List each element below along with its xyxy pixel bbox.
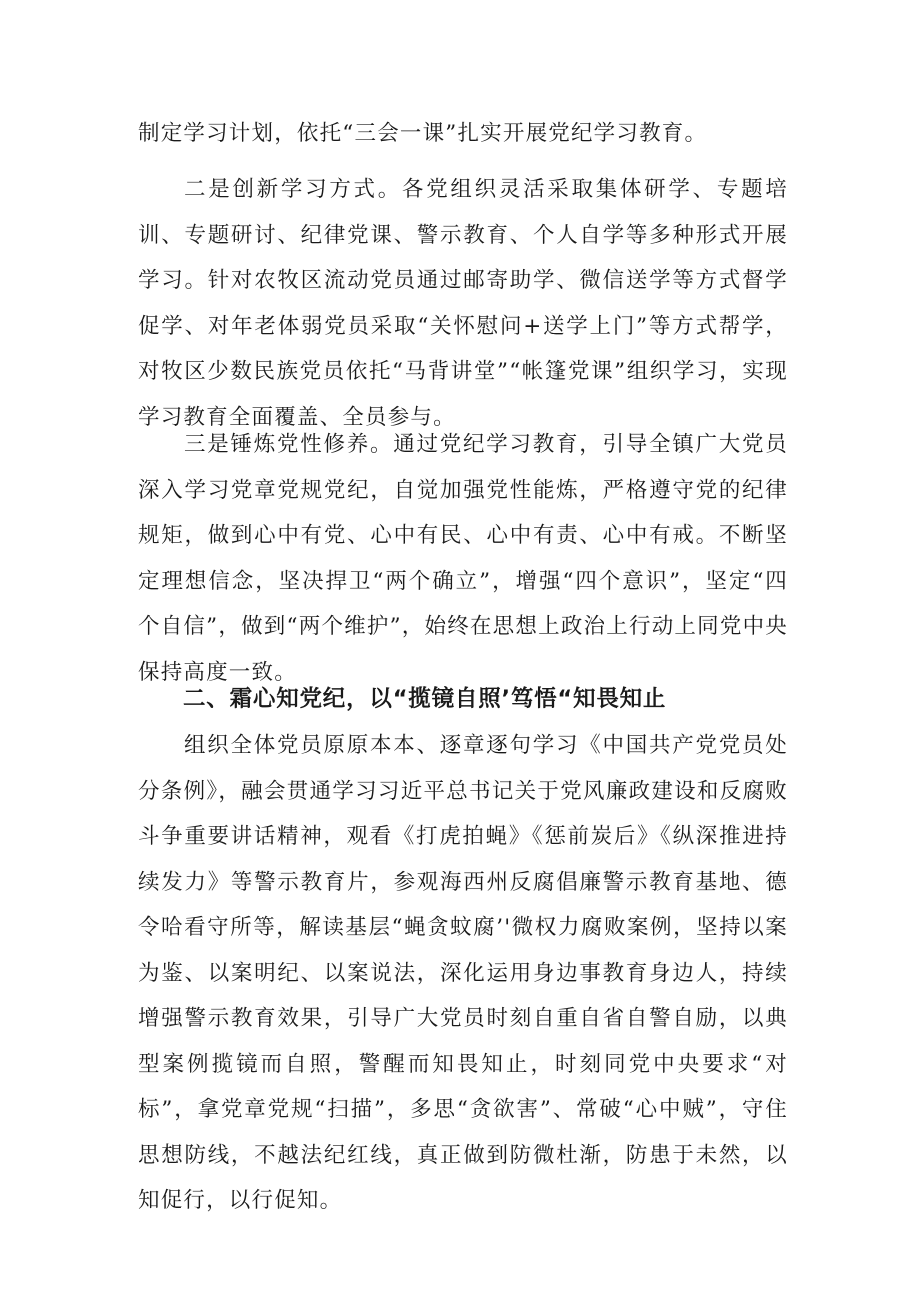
section-heading: 二、霜心知党纪，以“揽镜自照’笃悟“知畏知止: [183, 686, 667, 712]
paragraph-innovate-learning: 二是创新学习方式。各党组织灵活采取集体研学、专题培训、专题研讨、纪律党课、警示教育、个人自学等多种形式开展学习。针对农牧区流动党员通过邮寄助学、微信送学等方式督学促学、对年老体弱党员采取“关怀慰问+送学上门”等方式帮学，对牧区少数民族党员依托“马背讲堂”“帐篷党课”组织学习，实现学习教育全面覆盖、全员参与。: [138, 177, 788, 430]
paragraph-section-body: 组织全体党员原原本本、逐章逐句学习《中国共产党党员处分条例》，融会贯通学习习近平总书记关于党风廉政建设和反腐败斗争重要讲话精神，观看《打虎拍蝇》《惩前炭后》《纵深推进持续发力》等警示教育片，参观海西州反腐倡廉警示教育基地、德令哈看守所等，解读基层“蝇贪蚊腐’'微权力腐败案例，坚持以案为鉴、以案明纪、以案说法，深化运用身边事教育身边人，持续增强警示教育效果，引导广大党员时刻自重自省自警自励，以典型案例揽镜而自照，警醒而知畏知止，时刻同党中央要求“对标”，拿党章党规“扫描”，多思“贪欲害”、常破“心中贼”，守住思想防线，不越法纪红线，真正做到防微杜渐，防患于未然，以知促行，以行促知。: [138, 733, 788, 1213]
paragraph-party-spirit: 三是锤炼党性修养。通过党纪学习教育，引导全镇广大党员深入学习党章党规党纪，自觉加强党性能炼，严格遵守党的纪律规矩，做到心中有党、心中有民、心中有责、心中有戒。不断坚定理想信念，坚决捍卫“两个确立”，增强“四个意识”，坚定“四个自信”，做到“两个维护”，始终在思想上政治上行动上同党中央保持高度一致。: [138, 432, 788, 685]
paragraph-continuation: 制定学习计划，依托“三会一课”扎实开展党纪学习教育。: [138, 121, 708, 146]
